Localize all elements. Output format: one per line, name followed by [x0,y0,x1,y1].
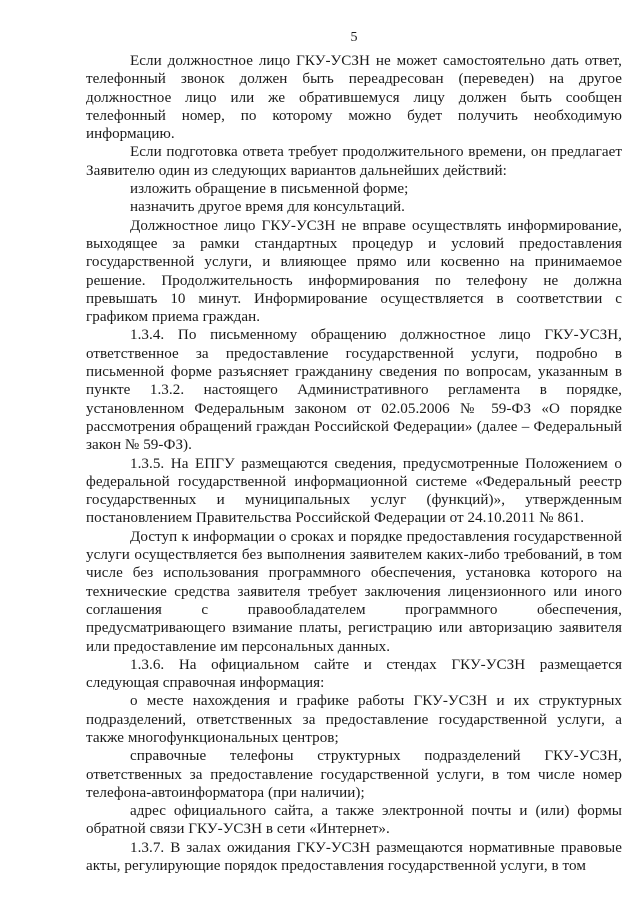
paragraph-website-info: адрес официального сайта, а также электронной почты и (или) формы обратной связи ГКУ-УСЗН в сети «Интернет». [86,803,622,838]
paragraph-long-answer: Если подготовка ответа требует продолжительного времени, он предлагает Заявителю один из следующих вариантов дальнейших действий: [86,144,622,179]
paragraph-1-3-6: 1.3.6. На официальном сайте и стендах ГКУ-УСЗН размещается следующая справочная информация: [86,656,622,692]
paragraph-1-3-7: 1.3.7. В залах ожидания ГКУ-УСЗН размещаются нормативные правовые акты, регулирующие порядок предоставления государственной услуги, в том [86,839,622,875]
paragraph-phones-info: справочные телефоны структурных подразделений ГКУ-УСЗН, ответственных за предоставление государственной услуги, в том числе номер телефона-автоинформатора (при наличии); [86,748,622,801]
paragraph-option-reschedule: назначить другое время для консультаций. [130,199,405,216]
paragraph-option-written: изложить обращение в письменной форме; [130,181,409,198]
paragraph-location-info: о месте нахождения и графике работы ГКУ-УСЗН и их структурных подразделений, ответственных за предоставление государственной услуги, а также многофункциональных центров; [86,693,622,746]
paragraph-access: Доступ к информации о сроках и порядке предоставления государственной услуги осуществляется без выполнения заявителем каких-либо требований, в том числе без использования программного обеспечения, установка которого на технические средства заявителя требует заключения лицензионного или иного соглашения с правообладателем программного обеспечения, предусматривающего взимание платы, регистрацию или авторизацию заявителя или предоставление им персональных данных. [86,528,622,655]
paragraph-1-3-4: 1.3.4. По письменному обращению должностное лицо ГКУ-УСЗН, ответственное за предоставление государственной услуги, подробно в письменной форме разъясняет гражданину сведения по вопросам, указанным в пункте 1.3.2. настоящего Административного регламента в порядке, установленном Федеральным законом от 02.05.2006 № 59-ФЗ «О порядке рассмотрения обращений граждан Российской Федерации» (далее – Федеральный закон № 59-ФЗ). [86,327,622,454]
paragraph-restrictions: Должностное лицо ГКУ-УСЗН не вправе осуществлять информирование, выходящее за рамки стандартных процедур и условий предоставления государственной услуги, и влияющее прямо или косвенно на принимаемое решение. Продолжительность информирования по телефону не должна превышать 10 минут. Информирование осуществляется в соответствии с графиком приема граждан. [86,217,622,326]
page-number: 5 [350,30,358,45]
paragraph-redirect-call: Если должностное лицо ГКУ-УСЗН не может самостоятельно дать ответ, телефонный звонок должен быть переадресован (переведен) на другое должностное лицо или же обратившемуся лицу должен быть сообщен телефонный номер, по которому можно будет получить необходимую информацию. [86,53,622,143]
paragraph-1-3-5: 1.3.5. На ЕПГУ размещаются сведения, предусмотренные Положением о федеральной государственной информационной системе «Федеральный реестр государственных и муниципальных услуг (функций)», утвержденным постановлением Правительства Российской Федерации от 24.10.2011 № 861. [86,455,622,527]
